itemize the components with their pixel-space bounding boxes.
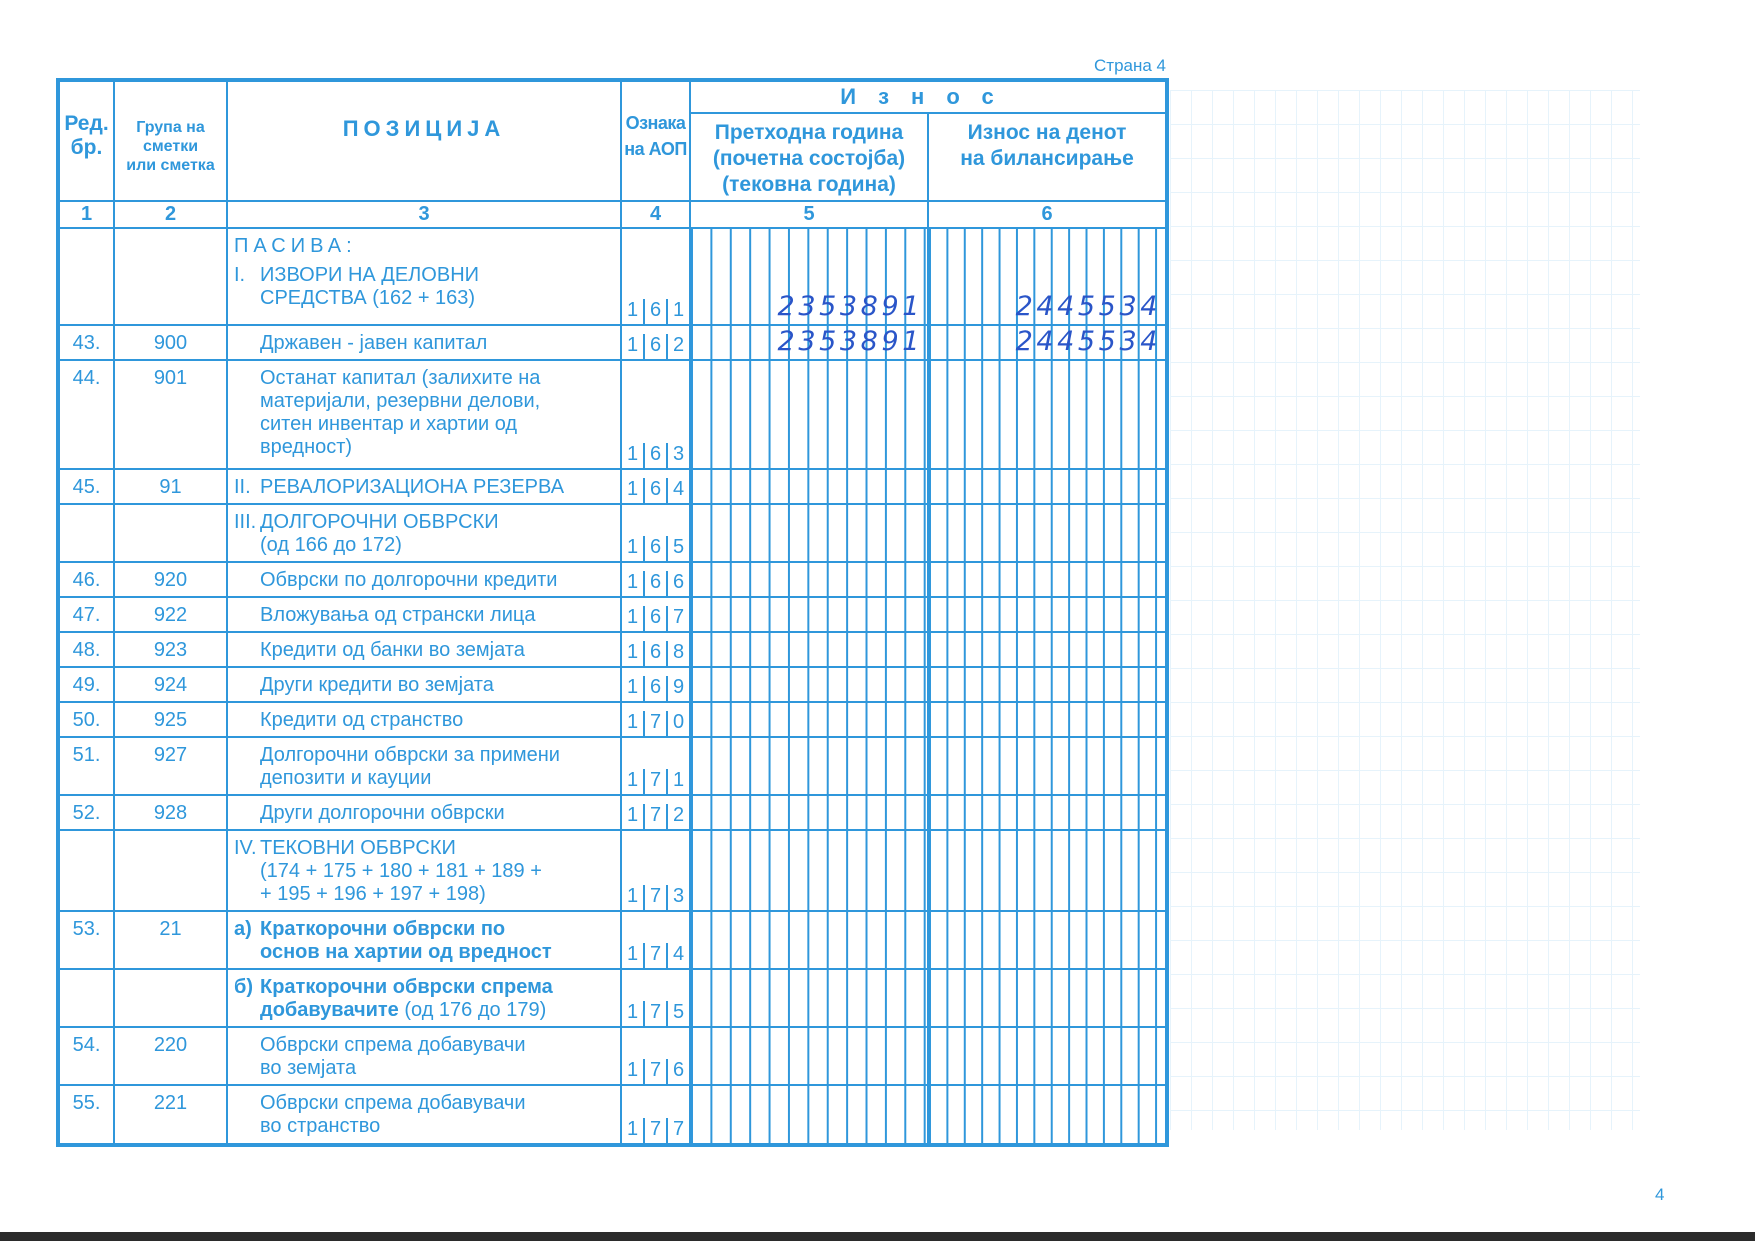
aop-code	[621, 830, 690, 911]
previous-year-amount[interactable]	[690, 969, 928, 1027]
column-number: 5	[690, 201, 928, 228]
aop-digit: 3	[666, 443, 689, 468]
table-row	[58, 1085, 1167, 1145]
balance-date-amount[interactable]	[928, 504, 1167, 562]
page-label: Страна 4	[1094, 56, 1166, 75]
aop-digit: 7	[666, 1118, 689, 1143]
account-group	[114, 969, 227, 1027]
aop-digit: 6	[643, 478, 666, 503]
row-number: 51.	[58, 737, 114, 795]
row-number	[58, 504, 114, 562]
aop-code	[621, 562, 690, 597]
account-group: 920	[114, 562, 227, 597]
aop-digit: 1	[626, 885, 639, 907]
row-number: 43.	[58, 325, 114, 360]
position-text: во странство	[260, 1115, 381, 1137]
balance-date-amount[interactable]	[928, 667, 1167, 702]
account-group: 927	[114, 737, 227, 795]
table-row	[58, 562, 1167, 597]
aop-digit: 7	[643, 885, 666, 910]
aop-digit: 4	[666, 943, 689, 968]
balance-date-amount[interactable]	[928, 911, 1167, 969]
position-cell	[227, 1085, 621, 1145]
position-text: Обврски спрема добавувачи	[260, 1092, 526, 1114]
row-number: 49.	[58, 667, 114, 702]
table-row	[58, 504, 1167, 562]
previous-year-amount[interactable]	[690, 597, 928, 632]
table-row	[58, 632, 1167, 667]
table-row	[58, 597, 1167, 632]
table-row	[58, 325, 1167, 360]
aop-code	[621, 228, 690, 325]
aop-digit: 7	[643, 711, 666, 736]
balance-date-amount[interactable]	[928, 702, 1167, 737]
previous-year-amount[interactable]	[690, 830, 928, 911]
position-text: добавувачите (од 176 до 179)	[260, 999, 547, 1021]
aop-code	[621, 702, 690, 737]
table-row	[58, 737, 1167, 795]
aop-digit: 1	[666, 299, 689, 324]
aop-code	[621, 795, 690, 830]
position-text: (174 + 175 + 180 + 181 + 189 +	[260, 860, 542, 882]
position-text: Кредити од банки во земјата	[260, 639, 525, 661]
aop-code	[621, 911, 690, 969]
position-cell	[227, 632, 621, 667]
row-number: 46.	[58, 562, 114, 597]
column-number: 3	[227, 201, 621, 228]
position-text: Краткорочни обврски спрема	[260, 976, 553, 998]
account-group: 221	[114, 1085, 227, 1145]
table-row	[58, 969, 1167, 1027]
aop-digit: 1	[626, 606, 639, 628]
table-row	[58, 830, 1167, 911]
previous-year-amount[interactable]	[690, 360, 928, 469]
row-number	[58, 830, 114, 911]
position-prefix: III.	[234, 511, 257, 533]
table-row	[58, 1027, 1167, 1085]
aop-digit: 1	[626, 536, 639, 558]
handwritten-amount: 2353891	[777, 326, 923, 357]
header-col1: Ред. бр.	[58, 80, 114, 201]
aop-digit: 1	[626, 711, 639, 733]
aop-digit: 6	[643, 606, 666, 631]
position-cell	[227, 504, 621, 562]
position-prefix	[234, 569, 260, 592]
aop-digit: 7	[643, 1118, 666, 1143]
position-prefix: II.	[234, 476, 251, 498]
account-group: 924	[114, 667, 227, 702]
aop-digit: 1	[626, 1118, 639, 1140]
position-suffix: (од 176 до 179)	[398, 999, 547, 1021]
aop-digit: 7	[666, 606, 689, 631]
account-group: 900	[114, 325, 227, 360]
position-text: Обврски по долгорочни кредити	[260, 569, 558, 591]
row-number: 47.	[58, 597, 114, 632]
handwritten-amount: 2353891	[777, 291, 923, 322]
balance-date-amount[interactable]	[928, 1027, 1167, 1085]
position-text: Останат капитал (залихите на	[260, 367, 541, 389]
position-cell	[227, 597, 621, 632]
aop-digit: 1	[626, 641, 639, 663]
background-ghost-grid	[1170, 90, 1640, 1130]
position-prefix	[234, 1092, 260, 1138]
position-prefix	[234, 709, 260, 732]
position-cell	[227, 325, 621, 360]
handwritten-amount: 2445534	[1015, 326, 1162, 357]
aop-digit: 1	[666, 769, 689, 794]
aop-digit: 1	[626, 769, 639, 791]
handwritten-amount: 2445534	[1015, 291, 1162, 322]
position-prefix	[234, 367, 260, 459]
account-group: 928	[114, 795, 227, 830]
balance-date-amount[interactable]	[928, 830, 1167, 911]
position-cell	[227, 737, 621, 795]
aop-digit: 7	[643, 769, 666, 794]
aop-digit: 7	[643, 1001, 666, 1026]
position-cell	[227, 795, 621, 830]
aop-digit: 6	[643, 536, 666, 561]
position-text: ТЕКОВНИ ОБВРСКИ	[260, 837, 456, 859]
position-prefix	[234, 639, 260, 662]
position-text: Краткорочни обврски по	[260, 918, 506, 940]
position-text: ситен инвентар и хартии од	[260, 413, 518, 435]
row-number: 54.	[58, 1027, 114, 1085]
position-text: Вложувања од странски лица	[260, 604, 536, 626]
table-body	[58, 228, 1167, 1145]
position-cell	[227, 1027, 621, 1085]
position-text: Обврски спрема добавувачи	[260, 1034, 526, 1056]
aop-code	[621, 737, 690, 795]
aop-digit: 4	[666, 478, 689, 503]
header-col2: Група на сметки или сметка	[114, 80, 227, 201]
balance-sheet-table	[56, 78, 1169, 1147]
page-number: 4	[1655, 1185, 1665, 1204]
position-prefix	[234, 674, 260, 697]
row-number: 45.	[58, 469, 114, 504]
position-cell	[227, 360, 621, 469]
previous-year-amount[interactable]	[690, 562, 928, 597]
row-number: 50.	[58, 702, 114, 737]
aop-digit: 6	[643, 443, 666, 468]
account-group	[114, 830, 227, 911]
row-number: 48.	[58, 632, 114, 667]
balance-date-amount[interactable]	[928, 597, 1167, 632]
account-group: 901	[114, 360, 227, 469]
previous-year-amount[interactable]	[690, 911, 928, 969]
header-iznos: Износ	[690, 80, 1167, 113]
aop-code	[621, 632, 690, 667]
position-text: основ на хартии од вредност	[260, 941, 552, 963]
aop-code	[621, 1027, 690, 1085]
aop-digit: 6	[643, 641, 666, 666]
aop-digit: 1	[626, 1001, 639, 1023]
position-text: Долгорочни обврски за примени	[260, 744, 560, 766]
table-row	[58, 667, 1167, 702]
aop-digit: 6	[643, 299, 666, 324]
aop-digit: 3	[666, 885, 689, 910]
balance-date-amount[interactable]	[928, 228, 1167, 325]
account-group: 923	[114, 632, 227, 667]
column-number: 2	[114, 201, 227, 228]
column-number: 1	[58, 201, 114, 228]
table-row	[58, 469, 1167, 504]
position-prefix	[234, 802, 260, 825]
account-group: 922	[114, 597, 227, 632]
table-row	[58, 911, 1167, 969]
previous-year-amount[interactable]	[690, 737, 928, 795]
position-prefix: IV.	[234, 837, 257, 859]
table-row	[58, 702, 1167, 737]
aop-digit: 2	[666, 804, 689, 829]
aop-digit: 8	[666, 641, 689, 666]
position-text: Кредити од странство	[260, 709, 464, 731]
aop-digit: 7	[643, 804, 666, 829]
aop-digit: 1	[626, 334, 639, 356]
table-row	[58, 228, 1167, 325]
section-heading: ПАСИВА:	[234, 235, 357, 257]
position-prefix	[234, 604, 260, 627]
position-cell	[227, 562, 621, 597]
balance-date-amount[interactable]	[928, 469, 1167, 504]
aop-digit: 1	[626, 478, 639, 500]
position-text: ИЗВОРИ НА ДЕЛОВНИ	[260, 264, 480, 286]
aop-digit: 6	[643, 334, 666, 359]
position-cell	[227, 228, 621, 325]
balance-date-amount[interactable]	[928, 325, 1167, 360]
position-cell	[227, 667, 621, 702]
balance-date-amount[interactable]	[928, 360, 1167, 469]
aop-digit: 5	[666, 536, 689, 561]
position-cell	[227, 969, 621, 1027]
balance-date-amount[interactable]	[928, 969, 1167, 1027]
account-group: 91	[114, 469, 227, 504]
previous-year-amount[interactable]	[690, 504, 928, 562]
aop-digit: 6	[643, 571, 666, 596]
position-text: Други кредити во земјата	[260, 674, 494, 696]
balance-date-amount[interactable]	[928, 737, 1167, 795]
position-text: материјали, резервни делови,	[260, 390, 541, 412]
account-group: 21	[114, 911, 227, 969]
aop-digit: 2	[666, 334, 689, 359]
aop-digit: 0	[666, 711, 689, 736]
aop-code	[621, 469, 690, 504]
row-number: 55.	[58, 1085, 114, 1145]
previous-year-amount[interactable]	[690, 632, 928, 667]
balance-date-amount[interactable]	[928, 632, 1167, 667]
account-group	[114, 504, 227, 562]
header-col4: Ознака на АОП	[621, 80, 690, 201]
position-cell	[227, 702, 621, 737]
header-col3: ПОЗИЦИЈА	[227, 80, 621, 201]
position-prefix: б)	[234, 976, 254, 998]
scan-bottom-edge	[0, 1232, 1755, 1241]
aop-digit: 1	[626, 299, 639, 321]
position-cell	[227, 830, 621, 911]
previous-year-amount[interactable]	[690, 667, 928, 702]
aop-digit: 1	[626, 804, 639, 826]
aop-code	[621, 969, 690, 1027]
position-text: Државен - јавен капитал	[260, 332, 488, 354]
row-number	[58, 969, 114, 1027]
position-text: депозити и кауции	[260, 767, 432, 789]
aop-digit: 1	[626, 443, 639, 465]
balance-date-amount[interactable]	[928, 795, 1167, 830]
position-text: РЕВАЛОРИЗАЦИОНА РЕЗЕРВА	[260, 476, 565, 498]
aop-code	[621, 597, 690, 632]
row-number	[58, 228, 114, 325]
position-text: Други долгорочни обврски	[260, 802, 505, 824]
position-text: ДОЛГОРОЧНИ ОБВРСКИ	[260, 511, 499, 533]
aop-digit: 7	[643, 1059, 666, 1084]
position-text: (од 166 до 172)	[260, 534, 402, 556]
aop-code	[621, 360, 690, 469]
column-number: 4	[621, 201, 690, 228]
position-prefix	[234, 1034, 260, 1080]
aop-digit: 7	[643, 943, 666, 968]
position-cell	[227, 911, 621, 969]
table-row	[58, 795, 1167, 830]
aop-digit: 1	[626, 571, 639, 593]
header-col5: Претходна година (почетна состојба) (тековна година)	[690, 113, 928, 201]
header-row	[58, 80, 1167, 113]
aop-code	[621, 1085, 690, 1145]
position-text: вредност)	[260, 436, 353, 458]
row-number: 52.	[58, 795, 114, 830]
position-prefix	[234, 744, 260, 790]
aop-digit: 1	[626, 1059, 639, 1081]
account-group: 220	[114, 1027, 227, 1085]
previous-year-amount[interactable]	[690, 1027, 928, 1085]
aop-code	[621, 325, 690, 360]
column-number-row	[58, 201, 1167, 228]
balance-date-amount[interactable]	[928, 562, 1167, 597]
table-row	[58, 360, 1167, 469]
row-number: 53.	[58, 911, 114, 969]
header-col6: Износ на денот на билансирање	[928, 113, 1167, 201]
aop-code	[621, 667, 690, 702]
position-text: СРЕДСТВА (162 + 163)	[260, 287, 476, 309]
aop-digit: 1	[626, 676, 639, 698]
previous-year-amount[interactable]	[690, 469, 928, 504]
aop-digit: 9	[666, 676, 689, 701]
previous-year-amount[interactable]	[690, 325, 928, 360]
aop-digit: 5	[666, 1001, 689, 1026]
previous-year-amount[interactable]	[690, 228, 928, 325]
aop-digit: 1	[626, 943, 639, 965]
position-text: во земјата	[260, 1057, 357, 1079]
position-prefix	[234, 332, 260, 355]
position-cell	[227, 469, 621, 504]
row-number: 44.	[58, 360, 114, 469]
aop-digit: 6	[666, 1059, 689, 1084]
column-number: 6	[928, 201, 1167, 228]
balance-date-amount[interactable]	[928, 1085, 1167, 1145]
account-group: 925	[114, 702, 227, 737]
previous-year-amount[interactable]	[690, 795, 928, 830]
aop-code	[621, 504, 690, 562]
previous-year-amount[interactable]	[690, 702, 928, 737]
position-prefix: а)	[234, 918, 252, 940]
position-text: + 195 + 196 + 197 + 198)	[260, 883, 486, 905]
account-group	[114, 228, 227, 325]
previous-year-amount[interactable]	[690, 1085, 928, 1145]
aop-digit: 6	[643, 676, 666, 701]
position-prefix: I.	[234, 264, 246, 286]
aop-digit: 6	[666, 571, 689, 596]
